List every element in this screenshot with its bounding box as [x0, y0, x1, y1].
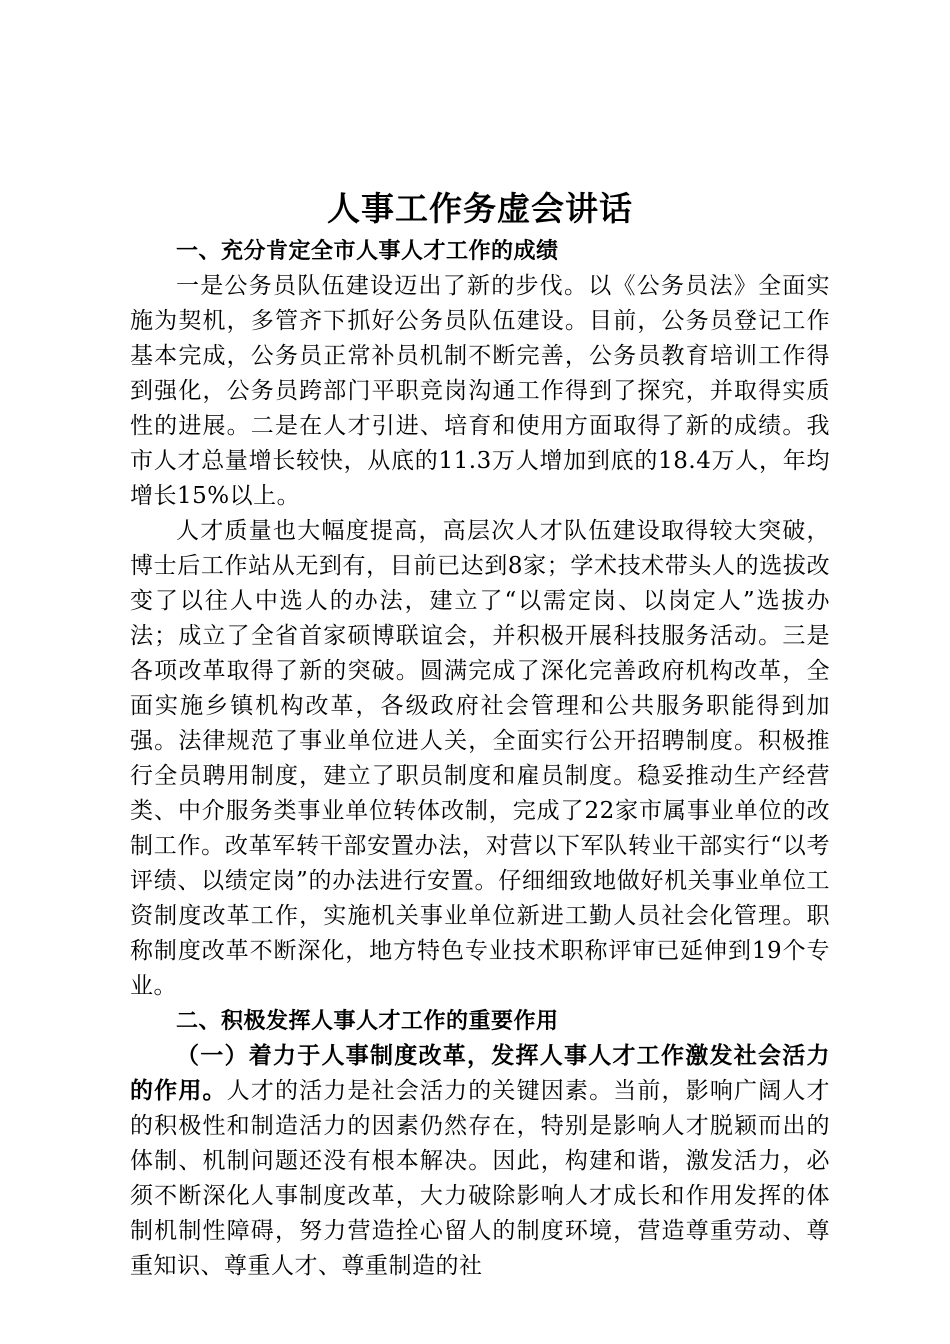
document-page	[130, 186, 830, 1284]
paragraph-3	[130, 1039, 830, 1284]
section-2-heading: 二、积极发挥人事人才工作的重要作用	[176, 1009, 559, 1034]
paragraph-3-lead: （一）着力于人事制度改革，发挥人事人才工作激发社会活力的作用。	[130, 1043, 830, 1104]
paragraph-2: 人才质量也大幅度提高，高层次人才队伍建设取得较大突破，博士后工作站从无到有，目前已达到8家；学术技术带头人的选拔改变了以往人中选人的办法，建立了“以需定岗、以岗定人”选拔办法；成立了全省首家硕博联谊会，并积极开展科技服务活动。三是各项改革取得了新的突破。圆满完成了深化完善政府机构改革，全面实施乡镇机构改革，各级政府社会管理和公共服务职能得到加强。法律规范了事业单位进人关，全面实行公开招聘制度。积极推行全员聘用制度，建立了职员制度和雇员制度。稳妥推动生产经营类、中介服务类事业单位转体改制，完成了22家市属事业单位的改制工作。改革军转干部安置办法，对营以下军队转业干部实行“以考评绩、以绩定岗”的办法进行安置。仔细细致地做好机关事业单位工资制度改革工作，实施机关事业单位新进工勤人员社会化管理。职称制度改革不断深化，地方特色专业技术职称评审已延伸到19个专业。	[130, 518, 830, 999]
paragraph-3-body: 人才的活力是社会活力的关键因素。当前，影响广阔人才的积极性和制造活力的因素仍然存在，特别是影响人才脱颖而出的体制、机制问题还没有根本解决。因此，构建和谐，激发活力，必须不断深化人事制度改革，大力破除影响人才成长和作用发挥的体制机制性障碍，努力营造拴心留人的制度环境，营造尊重劳动、尊重知识、尊重人才、尊重制造的社	[130, 1078, 831, 1279]
section-1-heading: 一、充分肯定全市人事人才工作的成绩	[176, 239, 559, 264]
paragraph-1: 一是公务员队伍建设迈出了新的步伐。以《公务员法》全面实施为契机，多管齐下抓好公务员队伍建设。目前，公务员登记工作基本完成，公务员正常补员机制不断完善，公务员教育培训工作得到强化，公务员跨部门平职竞岗沟通工作得到了探究，并取得实质性的进展。二是在人才引进、培育和使用方面取得了新的成绩。我市人才总量增长较快，从底的11.3万人增加到底的18.4万人，年均增长15%以上。	[130, 273, 830, 509]
document-title: 人事工作务虚会讲话	[327, 189, 633, 228]
